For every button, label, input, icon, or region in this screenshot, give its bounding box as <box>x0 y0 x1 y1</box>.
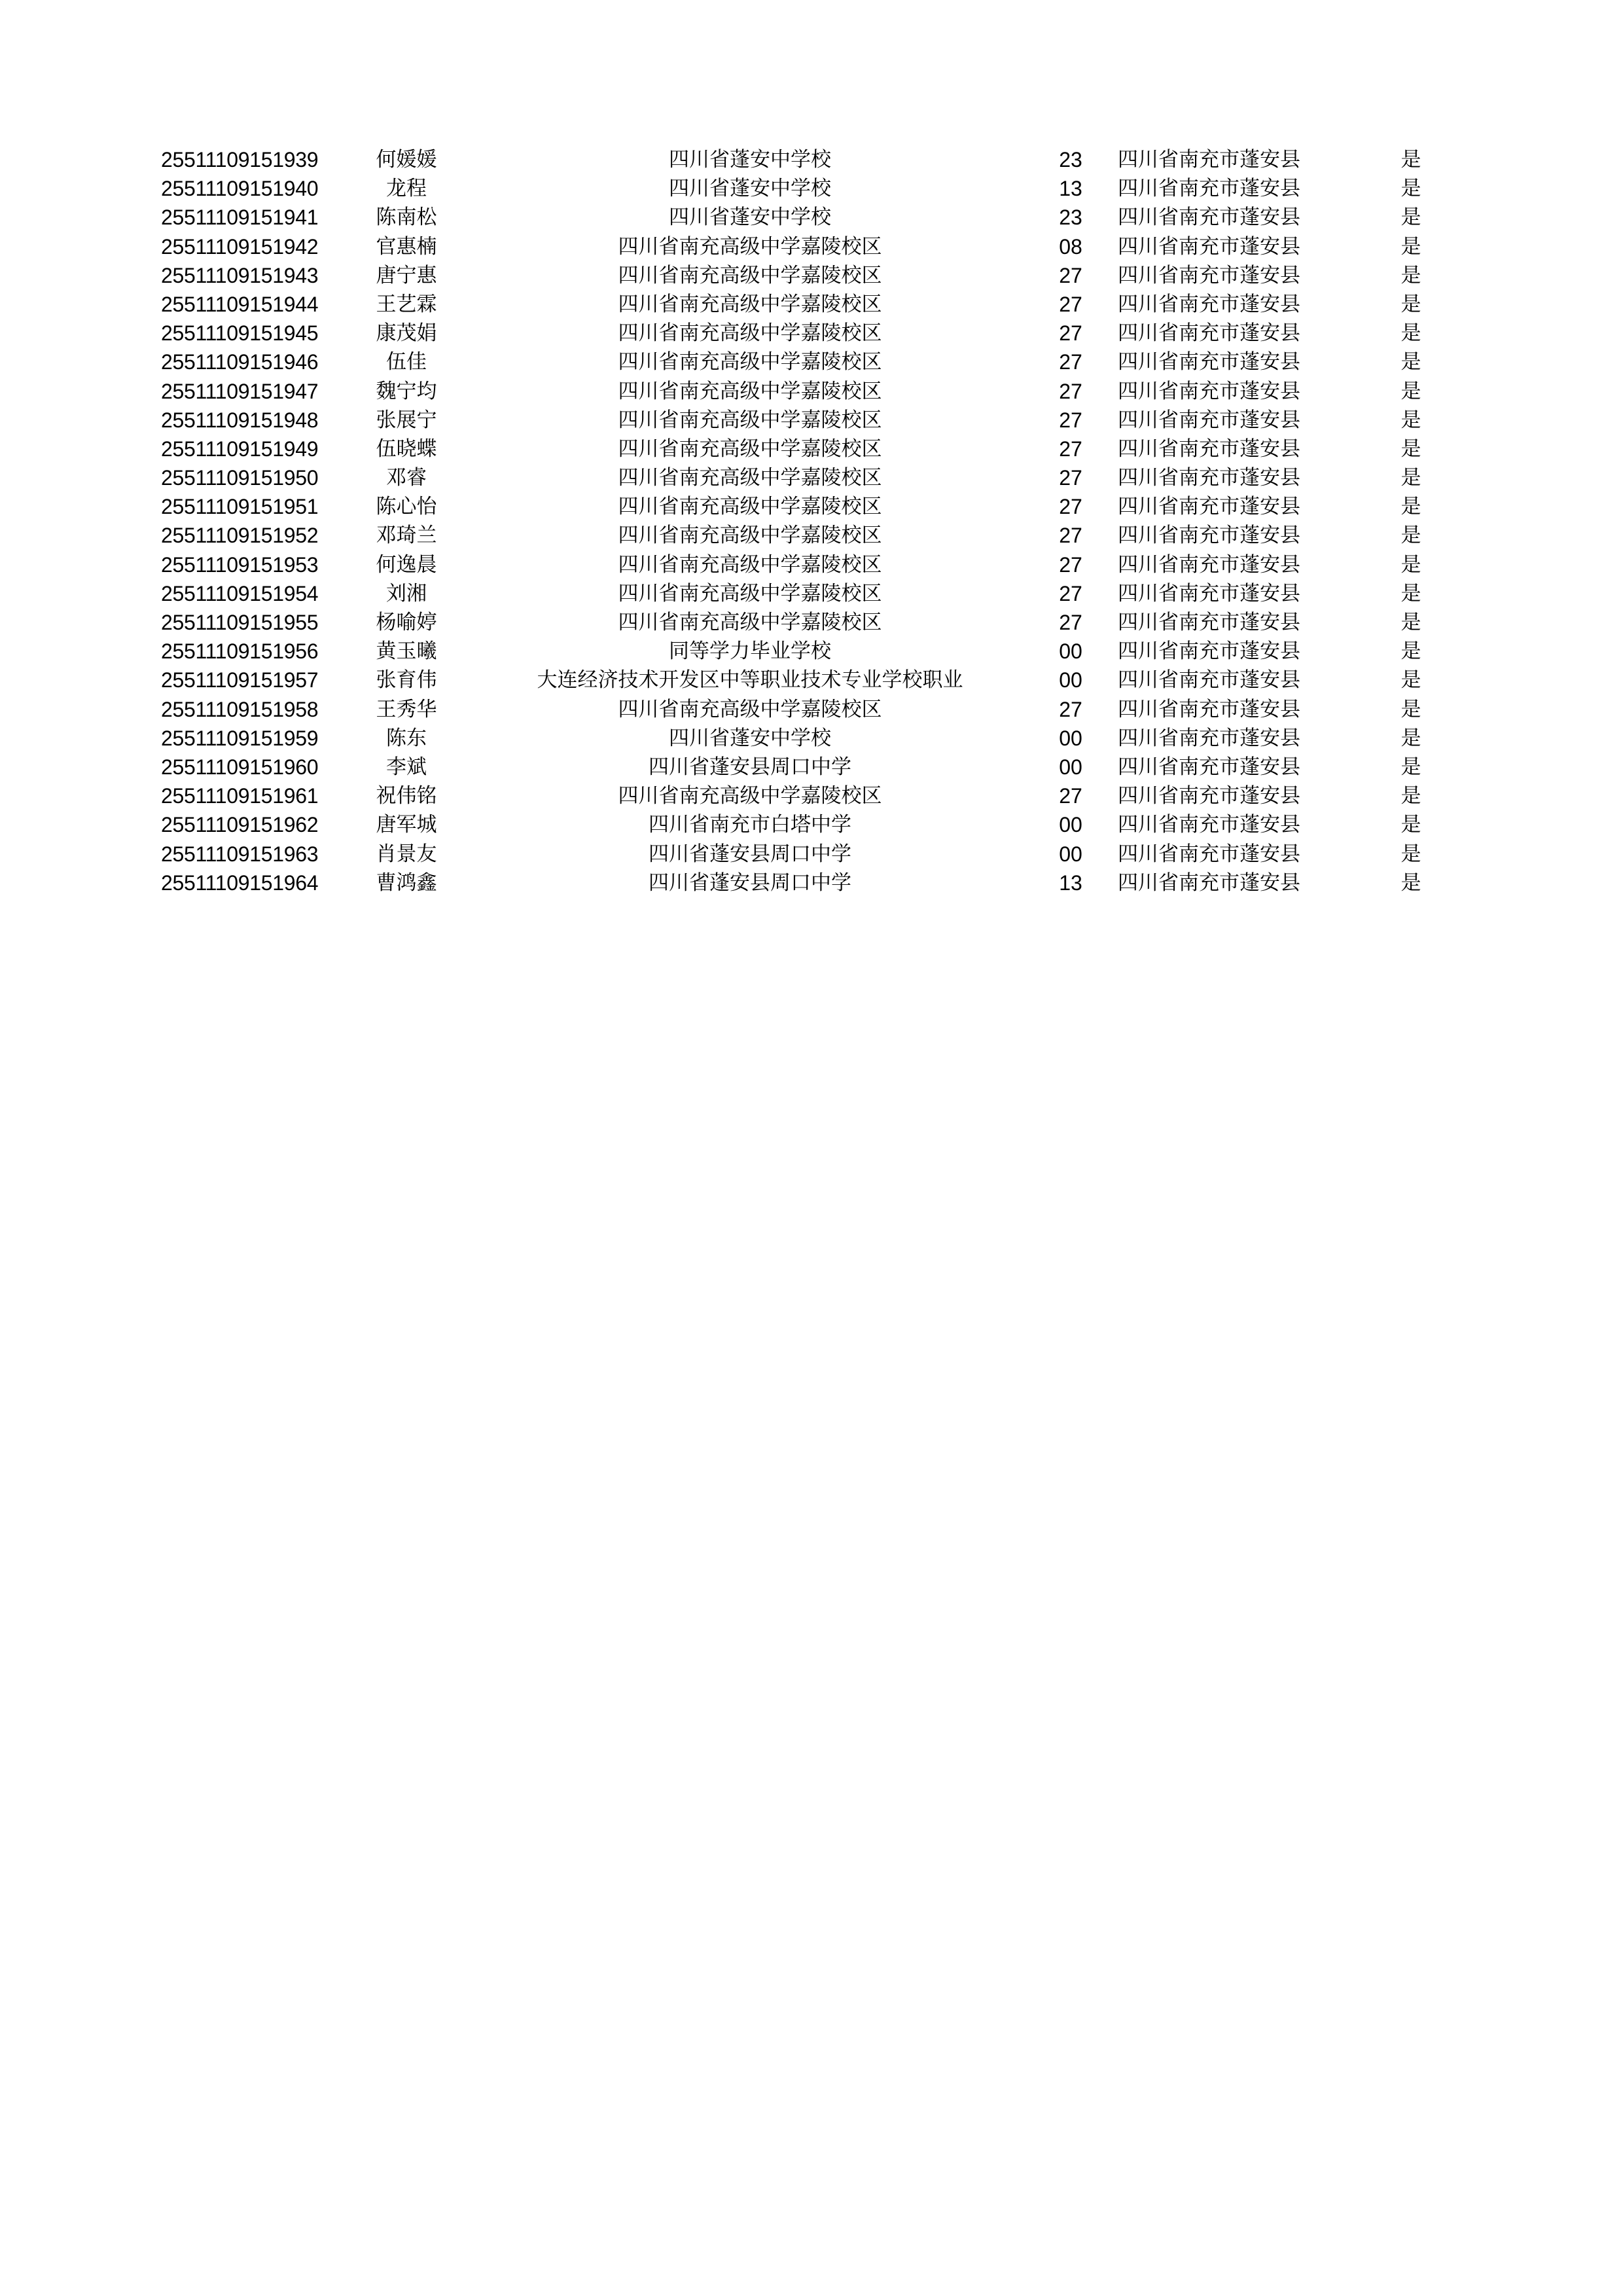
category-code-cell: 27 <box>1059 611 1082 634</box>
category-code-cell: 13 <box>1059 870 1082 895</box>
table-row <box>161 781 1444 810</box>
category-code-cell: 27 <box>1059 784 1082 808</box>
region-cell: 四川省南充市蓬安县 <box>1118 234 1300 259</box>
student-id-cell: 25511109151963 <box>161 842 319 866</box>
category-code-cell: 27 <box>1059 552 1082 577</box>
student-name-cell: 陈南松 <box>376 206 437 230</box>
status-flag-cell: 是 <box>1400 697 1421 721</box>
table-row <box>161 174 1444 203</box>
student-name-cell: 张展宁 <box>376 408 437 432</box>
school-name-cell: 四川省南充高级中学嘉陵校区 <box>618 379 882 403</box>
category-code-cell: 27 <box>1059 581 1082 605</box>
school-name-cell: 四川省南充高级中学嘉陵校区 <box>618 495 882 519</box>
student-id-cell: 25511109151941 <box>161 206 319 230</box>
school-name-cell: 四川省南充高级中学嘉陵校区 <box>618 611 882 634</box>
student-id-cell: 25511109151939 <box>161 148 319 171</box>
school-name-cell: 四川省蓬安县周口中学 <box>649 842 851 866</box>
region-cell: 四川省南充市蓬安县 <box>1118 495 1300 519</box>
student-name-cell: 李斌 <box>386 755 427 779</box>
school-name-cell: 四川省南充高级中学嘉陵校区 <box>618 784 882 808</box>
status-flag-cell: 是 <box>1400 842 1421 866</box>
student-name-cell: 刘湘 <box>386 581 427 605</box>
school-name-cell: 四川省蓬安县周口中学 <box>649 755 851 779</box>
school-name-cell: 四川省南充高级中学嘉陵校区 <box>618 263 882 287</box>
student-id-cell: 25511109151951 <box>161 495 319 519</box>
category-code-cell: 08 <box>1059 234 1082 259</box>
table-row <box>161 724 1444 753</box>
region-cell: 四川省南充市蓬安县 <box>1118 813 1300 837</box>
student-name-cell: 杨喻婷 <box>376 611 437 634</box>
school-name-cell: 四川省蓬安中学校 <box>669 206 831 230</box>
student-name-cell: 王艺霖 <box>376 292 437 316</box>
category-code-cell: 13 <box>1059 177 1082 201</box>
student-name-cell: 陈东 <box>386 726 427 750</box>
table-row <box>161 579 1444 608</box>
table-row <box>161 232 1444 261</box>
table-row <box>161 608 1444 637</box>
region-cell: 四川省南充市蓬安县 <box>1118 611 1300 634</box>
student-id-cell: 25511109151943 <box>161 263 319 287</box>
status-flag-cell: 是 <box>1400 524 1421 548</box>
student-name-cell: 肖景友 <box>376 842 437 866</box>
table-row <box>161 435 1444 463</box>
region-cell: 四川省南充市蓬安县 <box>1118 206 1300 230</box>
student-name-cell: 龙程 <box>386 177 427 201</box>
region-cell: 四川省南充市蓬安县 <box>1118 552 1300 577</box>
category-code-cell: 27 <box>1059 408 1082 432</box>
student-name-cell: 王秀华 <box>376 697 437 721</box>
school-name-cell: 四川省南充高级中学嘉陵校区 <box>618 292 882 316</box>
status-flag-cell: 是 <box>1400 379 1421 403</box>
table-row <box>161 550 1444 579</box>
category-code-cell: 27 <box>1059 321 1082 346</box>
region-cell: 四川省南充市蓬安县 <box>1118 177 1300 201</box>
roster-table <box>161 145 1444 897</box>
table-row <box>161 319 1444 348</box>
status-flag-cell: 是 <box>1400 408 1421 432</box>
table-row <box>161 869 1444 897</box>
category-code-cell: 00 <box>1059 668 1082 692</box>
student-id-cell: 25511109151944 <box>161 292 319 316</box>
region-cell: 四川省南充市蓬安县 <box>1118 639 1300 664</box>
school-name-cell: 四川省南充高级中学嘉陵校区 <box>618 321 882 346</box>
student-name-cell: 魏宁均 <box>376 379 437 403</box>
school-name-cell: 四川省蓬安中学校 <box>669 177 831 201</box>
region-cell: 四川省南充市蓬安县 <box>1118 784 1300 808</box>
student-id-cell: 25511109151952 <box>161 524 319 548</box>
student-name-cell: 何逸晨 <box>376 552 437 577</box>
school-name-cell: 四川省蓬安中学校 <box>669 148 831 171</box>
table-row <box>161 145 1444 174</box>
category-code-cell: 27 <box>1059 697 1082 721</box>
school-name-cell: 大连经济技术开发区中等职业技术专业学校职业 <box>537 668 963 692</box>
table-row <box>161 753 1444 781</box>
status-flag-cell: 是 <box>1400 755 1421 779</box>
category-code-cell: 27 <box>1059 379 1082 403</box>
region-cell: 四川省南充市蓬安县 <box>1118 408 1300 432</box>
student-id-cell: 25511109151954 <box>161 581 319 605</box>
region-cell: 四川省南充市蓬安县 <box>1118 668 1300 692</box>
school-name-cell: 四川省南充高级中学嘉陵校区 <box>618 408 882 432</box>
student-id-cell: 25511109151950 <box>161 466 319 490</box>
region-cell: 四川省南充市蓬安县 <box>1118 524 1300 548</box>
student-name-cell: 康茂娟 <box>376 321 437 346</box>
region-cell: 四川省南充市蓬安县 <box>1118 292 1300 316</box>
region-cell: 四川省南充市蓬安县 <box>1118 726 1300 750</box>
student-id-cell: 25511109151958 <box>161 697 319 721</box>
status-flag-cell: 是 <box>1400 148 1421 171</box>
table-row <box>161 492 1444 521</box>
table-row <box>161 348 1444 376</box>
student-id-cell: 25511109151959 <box>161 726 319 750</box>
student-id-cell: 25511109151940 <box>161 177 319 201</box>
student-id-cell: 25511109151957 <box>161 668 319 692</box>
table-row <box>161 840 1444 869</box>
student-id-cell: 25511109151945 <box>161 321 319 346</box>
region-cell: 四川省南充市蓬安县 <box>1118 755 1300 779</box>
school-name-cell: 四川省蓬安中学校 <box>669 726 831 750</box>
status-flag-cell: 是 <box>1400 726 1421 750</box>
school-name-cell: 四川省南充高级中学嘉陵校区 <box>618 552 882 577</box>
table-row <box>161 810 1444 839</box>
student-id-cell: 25511109151953 <box>161 552 319 577</box>
school-name-cell: 四川省南充高级中学嘉陵校区 <box>618 466 882 490</box>
category-code-cell: 00 <box>1059 842 1082 866</box>
category-code-cell: 23 <box>1059 206 1082 230</box>
table-row <box>161 203 1444 232</box>
status-flag-cell: 是 <box>1400 495 1421 519</box>
student-id-cell: 25511109151955 <box>161 611 319 634</box>
table-row <box>161 406 1444 435</box>
region-cell: 四川省南充市蓬安县 <box>1118 466 1300 490</box>
school-name-cell: 四川省南充市白塔中学 <box>649 813 851 837</box>
region-cell: 四川省南充市蓬安县 <box>1118 350 1300 374</box>
status-flag-cell: 是 <box>1400 870 1421 895</box>
student-id-cell: 25511109151948 <box>161 408 319 432</box>
status-flag-cell: 是 <box>1400 263 1421 287</box>
school-name-cell: 四川省南充高级中学嘉陵校区 <box>618 524 882 548</box>
table-row <box>161 666 1444 694</box>
student-name-cell: 张育伟 <box>376 668 437 692</box>
student-id-cell: 25511109151961 <box>161 784 319 808</box>
table-row <box>161 521 1444 550</box>
student-id-cell: 25511109151942 <box>161 234 319 259</box>
category-code-cell: 27 <box>1059 495 1082 519</box>
region-cell: 四川省南充市蓬安县 <box>1118 437 1300 461</box>
status-flag-cell: 是 <box>1400 177 1421 201</box>
region-cell: 四川省南充市蓬安县 <box>1118 379 1300 403</box>
student-id-cell: 25511109151960 <box>161 755 319 779</box>
status-flag-cell: 是 <box>1400 611 1421 634</box>
student-name-cell: 唐宁惠 <box>376 263 437 287</box>
region-cell: 四川省南充市蓬安县 <box>1118 263 1300 287</box>
category-code-cell: 27 <box>1059 292 1082 316</box>
student-id-cell: 25511109151956 <box>161 639 319 664</box>
category-code-cell: 00 <box>1059 813 1082 837</box>
student-name-cell: 官惠楠 <box>376 234 437 259</box>
student-name-cell: 伍佳 <box>386 350 427 374</box>
student-name-cell: 黄玉曦 <box>376 639 437 664</box>
category-code-cell: 27 <box>1059 437 1082 461</box>
status-flag-cell: 是 <box>1400 466 1421 490</box>
table-row <box>161 290 1444 319</box>
status-flag-cell: 是 <box>1400 292 1421 316</box>
status-flag-cell: 是 <box>1400 784 1421 808</box>
region-cell: 四川省南充市蓬安县 <box>1118 697 1300 721</box>
table-row <box>161 695 1444 724</box>
status-flag-cell: 是 <box>1400 813 1421 837</box>
category-code-cell: 27 <box>1059 524 1082 548</box>
status-flag-cell: 是 <box>1400 668 1421 692</box>
category-code-cell: 27 <box>1059 263 1082 287</box>
table-row <box>161 463 1444 492</box>
region-cell: 四川省南充市蓬安县 <box>1118 321 1300 346</box>
student-name-cell: 曹鸿鑫 <box>376 870 437 895</box>
student-name-cell: 伍晓蝶 <box>376 437 437 461</box>
student-name-cell: 邓琦兰 <box>376 524 437 548</box>
school-name-cell: 四川省南充高级中学嘉陵校区 <box>618 697 882 721</box>
student-name-cell: 何媛媛 <box>376 148 437 171</box>
table-row <box>161 637 1444 666</box>
category-code-cell: 00 <box>1059 639 1082 664</box>
region-cell: 四川省南充市蓬安县 <box>1118 870 1300 895</box>
status-flag-cell: 是 <box>1400 552 1421 577</box>
status-flag-cell: 是 <box>1400 321 1421 346</box>
region-cell: 四川省南充市蓬安县 <box>1118 581 1300 605</box>
category-code-cell: 27 <box>1059 350 1082 374</box>
status-flag-cell: 是 <box>1400 437 1421 461</box>
category-code-cell: 23 <box>1059 148 1082 171</box>
category-code-cell: 00 <box>1059 755 1082 779</box>
status-flag-cell: 是 <box>1400 581 1421 605</box>
region-cell: 四川省南充市蓬安县 <box>1118 148 1300 171</box>
student-id-cell: 25511109151947 <box>161 379 319 403</box>
student-id-cell: 25511109151962 <box>161 813 319 837</box>
student-name-cell: 陈心怡 <box>376 495 437 519</box>
table-row <box>161 261 1444 290</box>
table-row <box>161 377 1444 406</box>
status-flag-cell: 是 <box>1400 206 1421 230</box>
school-name-cell: 四川省南充高级中学嘉陵校区 <box>618 350 882 374</box>
region-cell: 四川省南充市蓬安县 <box>1118 842 1300 866</box>
school-name-cell: 四川省南充高级中学嘉陵校区 <box>618 581 882 605</box>
school-name-cell: 四川省南充高级中学嘉陵校区 <box>618 234 882 259</box>
category-code-cell: 27 <box>1059 466 1082 490</box>
school-name-cell: 四川省南充高级中学嘉陵校区 <box>618 437 882 461</box>
student-name-cell: 祝伟铭 <box>376 784 437 808</box>
school-name-cell: 同等学力毕业学校 <box>669 639 831 664</box>
student-name-cell: 唐军城 <box>376 813 437 837</box>
status-flag-cell: 是 <box>1400 639 1421 664</box>
student-name-cell: 邓睿 <box>386 466 427 490</box>
student-id-cell: 25511109151964 <box>161 870 319 895</box>
status-flag-cell: 是 <box>1400 350 1421 374</box>
student-id-cell: 25511109151946 <box>161 350 319 374</box>
status-flag-cell: 是 <box>1400 234 1421 259</box>
school-name-cell: 四川省蓬安县周口中学 <box>649 870 851 895</box>
student-id-cell: 25511109151949 <box>161 437 319 461</box>
category-code-cell: 00 <box>1059 726 1082 750</box>
